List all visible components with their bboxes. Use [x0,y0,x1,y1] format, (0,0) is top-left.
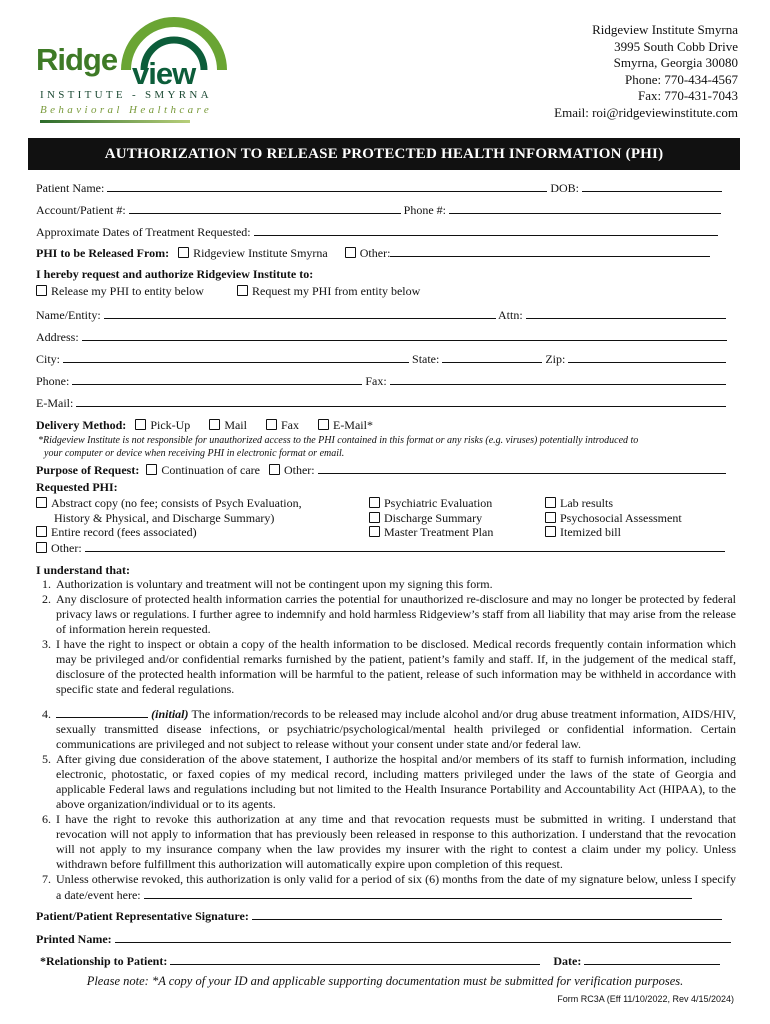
checkbox-psychosocial[interactable] [545,512,556,523]
understand-heading: I understand that: [36,563,131,577]
understand-item-4-text: The information/records to be released may include alcohol and/or drug abuse treatment information, AIDS/HIV, sexually transmitted disease infections, or psychiatric/psychological/mental health privileged or confidential information. Certain communications are privileged and not subject to release without your consent under state and/or federal law. [56,707,736,751]
row-address [36,329,727,345]
checkbox-master-plan[interactable] [369,526,380,537]
understand-item-2: 2. Any disclosure of protected health information carries the potential for unauthorized re-disclosure and may no longer be protected by federal privacy laws or regulations. I further agree to indemnify and hold harmless Ridgeview’s staff from all liability that may arise from the release of information herein requested. [54,592,736,637]
label-relationship: *Relationship to Patient: [40,954,168,968]
row-account [36,202,721,218]
logo-word-view: view [132,56,196,91]
label-entire: Entire record (fees associated) [51,525,197,539]
label-state: State: [412,352,440,366]
label-zip: Zip: [545,352,566,366]
phone2-field[interactable] [72,373,362,385]
label-delivery: Delivery Method: [36,418,127,432]
checkbox-entire[interactable] [36,526,47,537]
dob-field[interactable] [582,180,722,192]
verification-note: Please note: *A copy of your ID and applicable supporting documentation must be submitted for verification purposes. [86,974,684,988]
address-city: Smyrna, Georgia 30080 [613,55,738,70]
understand-item-1: 1. Authorization is voluntary and treatment will not be contingent upon my signing this form. [54,577,736,592]
checkbox-mail[interactable] [209,419,220,430]
initial-field[interactable] [56,706,148,718]
label-other-source: Other: [359,246,391,260]
attn-field[interactable] [526,307,726,319]
logo-rule [40,120,190,123]
label-fax: Fax: [365,374,387,388]
patient-name-field[interactable] [107,180,547,192]
label-phi-from: PHI to be Released From: [36,246,170,260]
row-email [36,395,726,411]
row-phi-from [36,245,710,261]
label-pickup: Pick-Up [150,418,191,432]
row-purpose [36,462,726,478]
label-address: Address: [36,330,79,344]
form-title: AUTHORIZATION TO RELEASE PROTECTED HEALTH INFORMATION (PHI) [28,138,740,170]
row-phone-fax [36,373,726,389]
label-date: Date: [553,954,582,968]
date-field[interactable] [584,953,720,965]
zip-field[interactable] [568,351,726,363]
label-attn: Attn: [498,308,523,322]
label-lab: Lab results [560,496,613,510]
address-email: Email: roi@ridgeviewinstitute.com [554,104,738,120]
label-psychosocial: Psychosocial Assessment [560,510,682,525]
other-source-field[interactable] [390,245,710,257]
label-city: City: [36,352,61,366]
checkbox-requested-other[interactable] [36,542,47,553]
understand-item-4 [54,706,736,752]
checkbox-continuation[interactable] [146,464,157,475]
address-name: Ridgeview Institute Smyrna [592,22,738,37]
label-dates: Approximate Dates of Treatment Requested: [36,225,251,239]
initial-label: (initial) [151,707,189,721]
understand-list [36,577,736,903]
row-relationship [40,953,720,969]
label-purpose-other: Other: [283,463,315,477]
label-itemized: Itemized bill [560,525,621,539]
row-patient-name [36,180,722,196]
row-city [36,351,726,367]
checkbox-purpose-other[interactable] [269,464,280,475]
requested-col-2 [369,496,493,540]
label-printed-name: Printed Name: [36,932,112,946]
disclaimer-line2: your computer or device when receiving PHI in electronic format or email. [44,448,345,459]
label-release-phi: Release my PHI to entity below [51,284,204,298]
understand-item-5: 5. After giving due consideration of the above statement, I authorize the hospital and/or members of its staff to furnish information, including electronic, photostatic, or faxed copies of my medical record, including matters privileged under the laws of the state of Georgia and applicable Federal laws and regulations including but not limited to the Health Insurance Portability and Accountability Act (HIPAA), to the above organization/individual or to its agents. [54,752,736,812]
row-delivery [36,418,373,433]
label-purpose: Purpose of Request: [36,463,140,477]
checkbox-release-phi[interactable] [36,285,47,296]
printed-name-field[interactable] [115,931,731,943]
checkbox-psych-eval[interactable] [369,497,380,508]
label-account: Account/Patient #: [36,203,126,217]
row-dates [36,224,718,240]
row-name-entity [36,307,726,323]
label-dob: DOB: [550,181,579,195]
label-phone2: Phone: [36,374,70,388]
understand-item-3: 3. I have the right to inspect or obtain a copy of the health information to be disclosed. Medical records frequently contain information which may be privileged and/or confidential remarks furnished by the patient, patient’s family and staff. If, in the judgement of the medical staff, disclosure of the protected health information will be harmful to the patient, release of such information may be withheld in accordance with specific state and federal regulations. [54,637,736,697]
address-block [554,22,738,121]
checkbox-discharge[interactable] [369,512,380,523]
label-discharge: Discharge Summary [384,510,483,525]
label-name-entity: Name/Entity: [36,308,101,322]
requested-other-field[interactable] [85,540,725,552]
checkbox-ridgeview[interactable] [178,247,189,258]
label-fax-method: Fax [280,418,299,432]
state-field[interactable] [442,351,542,363]
label-email: E-Mail: [36,396,74,410]
requested-col-1 [36,496,302,540]
label-continuation: Continuation of care [161,463,260,477]
label-abstract-2: History & Physical, and Discharge Summary) [54,510,275,525]
address-street: 3995 South Cobb Drive [614,38,738,54]
label-abstract-1: Abstract copy (no fee; consists of Psych Evaluation, [51,496,302,510]
logo-tagline: Behavioral Healthcare [40,104,213,116]
requested-phi-heading: Requested PHI: [36,480,118,494]
checkbox-abstract[interactable] [36,497,47,508]
checkbox-fax[interactable] [266,419,277,430]
label-requested-other: Other: [51,541,82,555]
row-signature [36,908,722,924]
label-signature: Patient/Patient Representative Signature: [36,909,249,923]
label-mail: Mail [224,418,247,432]
checkbox-other-source[interactable] [345,247,356,258]
label-psych-eval: Psychiatric Evaluation [384,496,493,510]
request-heading: I hereby request and authorize Ridgeview Institute to: [36,267,314,281]
disclaimer-line1: *Ridgeview Institute is not responsible for unauthorized access to the PHI contained in this format or any risks (e.g. viruses) potentially introduced to [38,435,639,446]
address-field[interactable] [82,329,727,341]
dates-field[interactable] [254,224,718,236]
address-phone: Phone: 770-434-4567 [624,71,738,87]
checkbox-itemized[interactable] [545,526,556,537]
checkbox-lab[interactable] [545,497,556,508]
understand-item-6: 6. I have the right to revoke this authorization at any time and that revocation requests must be submitted in writing. I understand that revocation will not apply to information that has previously been released in response to this authorization. I understand that the revocation will not apply to my insurance company when the law provides my insurer with the right to contest a claim under my policy. Unless withdrawn before fulfillment this authorization will automatically expire upon completion of this request. [54,812,736,872]
row-release-request [36,284,420,299]
email-field[interactable] [76,395,726,407]
account-field[interactable] [129,202,401,214]
label-request-phi: Request my PHI from entity below [251,284,421,298]
label-ridgeview: Ridgeview Institute Smyrna [193,246,328,260]
checkbox-pickup[interactable] [135,419,146,430]
logo-word-ridge: Ridge [36,42,118,77]
label-patient-name: Patient Name: [36,181,105,195]
phone-field[interactable] [449,202,721,214]
address-fax: Fax: 770-431-7043 [637,88,738,103]
checkbox-request-phi[interactable] [237,285,248,296]
row-printed-name [36,931,731,947]
label-master-plan: Master Treatment Plan [384,525,494,539]
requested-col-3 [545,496,682,540]
row-requested-other [36,540,725,556]
name-entity-field[interactable] [104,307,496,319]
ridgeview-logo [34,12,234,124]
understand-item-7 [54,872,736,903]
label-email-method: E-Mail* [332,418,373,432]
city-field[interactable] [63,351,409,363]
fax-field[interactable] [390,373,726,385]
form-footer: Form RC3A (Eff 11/10/2022, Rev 4/15/2024) [557,994,734,1004]
label-phone: Phone #: [403,203,446,217]
date-event-field[interactable] [144,887,692,899]
logo-subtitle: INSTITUTE - SMYRNA [40,89,212,101]
checkbox-email[interactable] [318,419,329,430]
relationship-field[interactable] [170,953,540,965]
understand-item-7-text: Unless otherwise revoked, this authorization is only valid for a period of six (6) months from the date of my signature below, unless I specify a date/event here: [56,872,736,902]
purpose-other-field[interactable] [318,462,726,474]
signature-field[interactable] [252,908,722,920]
